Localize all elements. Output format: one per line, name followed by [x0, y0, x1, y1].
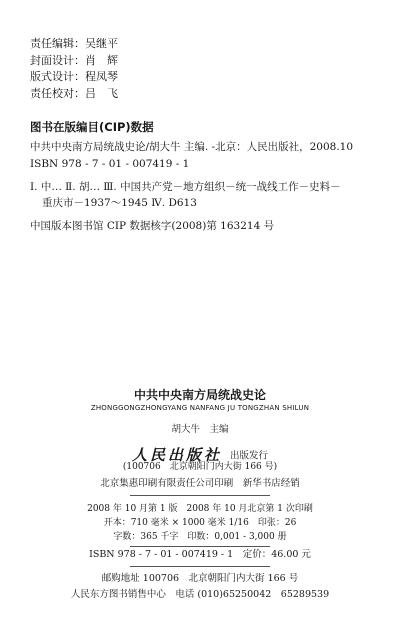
divider — [130, 495, 270, 496]
staff-credit-proofreader — [30, 87, 118, 101]
mail-address: 邮购地址 100706 北京朝阳门内大街 166 号 — [101, 573, 299, 584]
staff-label: 封面设计： — [30, 54, 85, 67]
staff-credit-layout — [30, 70, 118, 84]
staff-name: 吴继平 — [85, 37, 118, 50]
cip-classification: Ⅰ. 中… Ⅱ. 胡… Ⅲ. 中国共产党－地方组织－统一战线工作－史料－ — [30, 181, 341, 193]
format-info: 开本：710 毫米 × 1000 毫米 1/16 印张：26 — [103, 518, 297, 528]
book-editor: 胡大牛 主编 — [171, 424, 229, 435]
isbn-price: ISBN 978 - 7 - 01 - 007419 - 1 定价：46.00 元 — [89, 549, 311, 560]
cip-classification-cont: 重庆市－1937～1945 Ⅳ. D613 — [42, 197, 197, 209]
staff-name: 肖 辉 — [85, 54, 118, 67]
staff-name: 吕 飞 — [85, 87, 118, 100]
staff-credit-cover — [30, 54, 118, 68]
staff-label: 版式设计： — [30, 70, 85, 83]
edition-info: 2008 年 10 月第 1 版 2008 年 10 月北京第 1 次印刷 — [87, 504, 313, 514]
staff-name: 程凤琴 — [85, 70, 118, 83]
publisher-role: 出版发行 — [230, 450, 269, 462]
sales-contact: 人民东方图书销售中心 电话 (010)65250042 65289539 — [70, 589, 330, 600]
staff-credit-editor — [30, 37, 118, 51]
divider — [130, 546, 270, 547]
cip-isbn: ISBN 978 - 7 - 01 - 007419 - 1 — [30, 158, 190, 170]
book-title: 中共中央南方局统战史论 — [133, 388, 266, 402]
staff-label: 责任编辑： — [30, 37, 85, 50]
staff-label: 责任校对： — [30, 87, 85, 100]
cip-heading: 图书在版编目(CIP)数据 — [30, 120, 154, 134]
printer-info: 北京集惠印刷有限责任公司印刷 新华书店经销 — [100, 478, 300, 489]
wordcount-info: 字数：365 千字 印数：0,001 - 3,000 册 — [113, 532, 287, 542]
divider — [130, 566, 270, 567]
cip-entry: 中共中央南方局统战史论/胡大牛 主编. -北京：人民出版社，2008.10 — [30, 141, 354, 153]
publisher-logo: 人民出版社 — [131, 446, 222, 464]
publisher-address: (100706 北京朝阳门内大街 166 号) — [122, 462, 278, 472]
cip-record-number: 中国版本图书馆 CIP 数据核字(2008)第 163214 号 — [30, 220, 275, 232]
book-title-pinyin: ZHONGGONGZHONGYANG NANFANG JU TONGZHAN SHILUN — [90, 404, 310, 412]
